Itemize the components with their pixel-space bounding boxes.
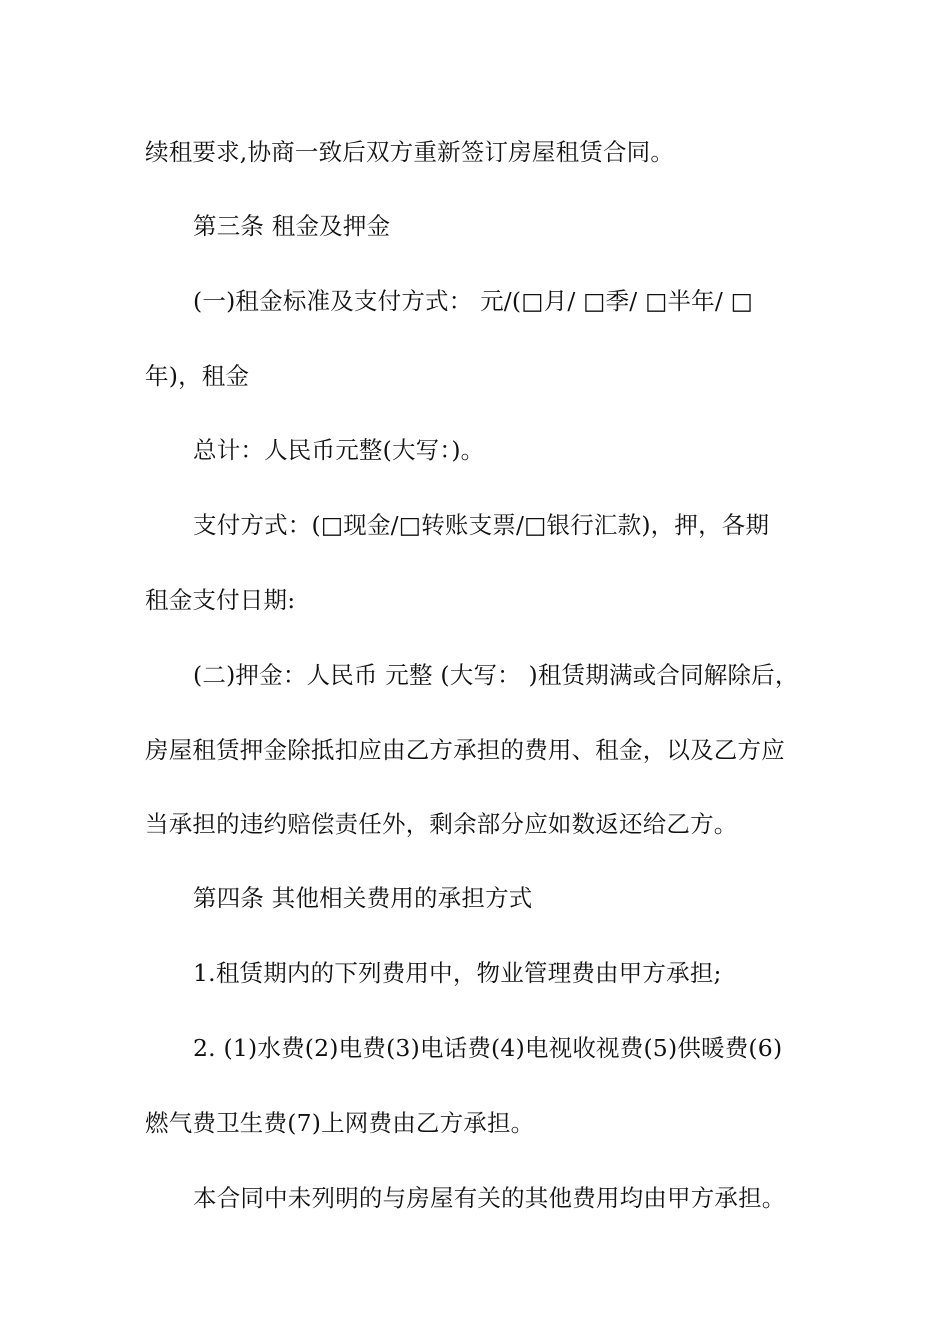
article-3-heading: 第三条 租金及押金 xyxy=(193,212,391,240)
fee-item-2: 2. (1)水费(2)电费(3)电话费(4)电视收视费(5)供暖费(6) xyxy=(193,1034,783,1062)
rent-standard-line: (一)租金标准及支付方式： 元/(□月/ □季/ □半年/ □ xyxy=(193,287,754,315)
article-4-heading: 第四条 其他相关费用的承担方式 xyxy=(193,884,533,912)
fee-item-1: 1.租赁期内的下列费用中，物业管理费由甲方承担; xyxy=(193,959,722,987)
deposit-line: (二)押金：人民币 元整 (大写： )租赁期满或合同解除后， xyxy=(193,661,799,689)
payment-method-line: 支付方式：(□现金/□转账支票/□银行汇款)，押，各期 xyxy=(193,511,770,539)
deposit-continuation-1: 房屋租赁押金除抵扣应由乙方承担的费用、租金，以及乙方应 xyxy=(145,736,785,764)
fee-item-2-continuation: 燃气费卫生费(7)上网费由乙方承担。 xyxy=(145,1109,535,1137)
other-fees-line: 本合同中未列明的与房屋有关的其他费用均由甲方承担。 xyxy=(193,1184,786,1212)
rent-total-line: 总计：人民币元整(大写：)。 xyxy=(193,436,485,464)
text-line-continuation: 续租要求,协商一致后双方重新签订房屋租赁合同。 xyxy=(145,138,675,166)
rent-standard-continuation: 年)，租金 xyxy=(145,362,250,390)
payment-date-line: 租金支付日期: xyxy=(145,586,296,614)
deposit-continuation-2: 当承担的违约赔偿责任外，剩余部分应如数返还给乙方。 xyxy=(145,810,738,838)
